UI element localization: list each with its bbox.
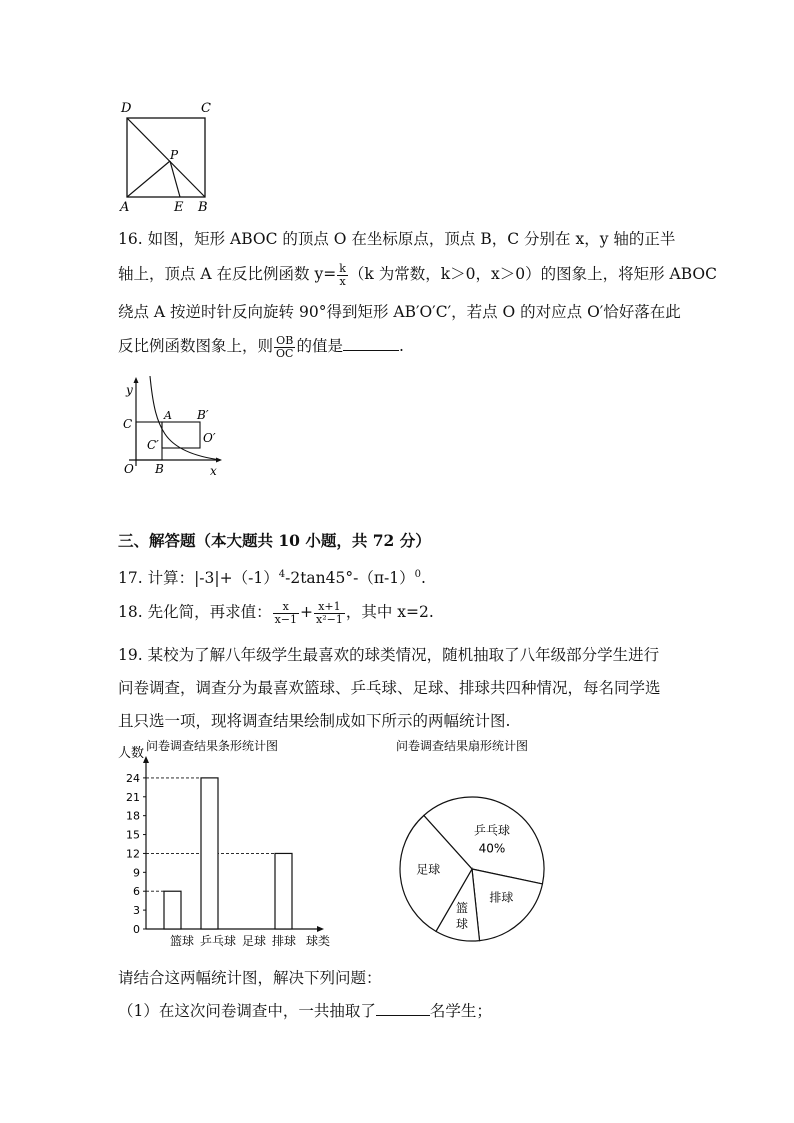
label-C: C — [201, 101, 211, 116]
q16-line3: 绕点 A 按逆时针反向旋转 90°得到矩形 AB′O′C′，若点 O 的对应点 O′恰好落在此 — [118, 303, 681, 321]
q16-line1: 16. 如图，矩形 ABOC 的顶点 O 在坐标原点，顶点 B，C 分别在 x，y 轴的正半 — [118, 230, 676, 248]
answer-blank-19-1[interactable] — [376, 1001, 430, 1016]
q17-exp-4: 4 — [278, 568, 286, 580]
pie-label-球: 球 — [456, 916, 469, 931]
q17 — [118, 566, 426, 588]
q18-f2-num: x+1 — [314, 601, 345, 614]
pie-label-乒乓球: 乒乓球 — [473, 823, 511, 838]
y-tick-label: 12 — [126, 847, 140, 861]
frac-oc: OC — [276, 346, 294, 360]
label-A: A — [120, 200, 130, 215]
sub1-pre: （1）在这次问卷调查中，一共抽取了 — [118, 1002, 376, 1020]
frac-ob: OB — [274, 335, 295, 348]
q16-line2-pre: 轴上，顶点 A 在反比例函数 y= — [118, 265, 337, 283]
q16-period: . — [398, 337, 404, 355]
bar-乒乓球 — [201, 778, 218, 929]
y-tick-label: 24 — [126, 771, 140, 785]
bar-x-arrow — [317, 926, 324, 932]
q16-line4 — [118, 334, 404, 360]
bar-排球 — [275, 853, 292, 929]
label-A: A — [164, 409, 172, 422]
label-C-prime: C′ — [147, 438, 159, 452]
fraction-k-over-x — [337, 263, 348, 288]
q17-pre: 17. 计算： — [118, 569, 195, 587]
q18-plus: + — [300, 603, 313, 621]
pie-chart-title: 问卷调查结果扇形统计图 — [396, 739, 529, 753]
q18-f2-den: x²−1 — [316, 612, 343, 626]
q18-pre: 18. 先化简，再求值： — [118, 603, 272, 621]
y-tick-label: 15 — [126, 828, 140, 842]
label-E: E — [174, 200, 184, 215]
label-C: C — [123, 417, 133, 431]
label-P: P — [170, 148, 179, 162]
hyperbola-curve — [150, 376, 221, 460]
label-B-prime: B′ — [197, 408, 209, 422]
category-label: 乒乓球 — [199, 934, 237, 948]
q18-f1-den: x−1 — [274, 612, 297, 626]
answer-blank-16[interactable] — [343, 336, 399, 351]
coordinate-figure — [115, 372, 225, 480]
prompt-line: 请结合这两幅统计图，解决下列问题： — [118, 969, 382, 987]
q18-fraction-2 — [314, 601, 345, 626]
pie-label-足球: 足球 — [416, 862, 441, 877]
bar-篮球 — [164, 891, 181, 929]
q18-fraction-1 — [273, 601, 299, 626]
q18-post: ，其中 x=2. — [345, 603, 434, 621]
bar-chart — [110, 733, 350, 953]
category-label: 足球 — [241, 934, 267, 948]
bar-chart-ylabel: 人数 — [118, 746, 145, 761]
square-figure — [115, 100, 225, 215]
y-tick-label: 0 — [133, 923, 140, 936]
q16-line2 — [118, 262, 717, 288]
label-O-prime: O′ — [203, 431, 216, 445]
frac-k-num: k — [339, 261, 346, 275]
y-tick-label: 18 — [126, 809, 140, 823]
label-B: B — [198, 200, 208, 215]
q17-expr: |-3|+（-1） — [194, 569, 279, 587]
pie-chart — [390, 733, 565, 943]
q18 — [118, 600, 434, 626]
label-B: B — [155, 462, 164, 476]
q19-line2: 问卷调查，调查分为最喜欢篮球、乒乓球、足球、排球共四种情况，每名同学选 — [118, 679, 661, 697]
fraction-OB-over-OC — [274, 335, 295, 360]
bar-chart-title: 问卷调查结果条形统计图 — [146, 739, 279, 753]
sub-question-1 — [118, 999, 492, 1021]
q19-line1: 19. 某校为了解八年级学生最喜欢的球类情况，随机抽取了八年级部分学生进行 — [118, 646, 660, 664]
label-y: y — [126, 383, 133, 397]
q16-line4-pre: 反比例函数图象上，则 — [118, 337, 274, 355]
bar-chart-xlabel: 球类 — [306, 934, 331, 948]
q18-f1-num: x — [273, 601, 299, 614]
q17-end: . — [421, 569, 426, 587]
q17-mid: -2tan45°-（π-1） — [285, 569, 415, 587]
pie-label-篮: 篮 — [456, 900, 469, 915]
label-D: D — [121, 101, 132, 116]
pie-annotation-乒乓球: 40% — [478, 841, 506, 856]
category-label: 排球 — [271, 934, 297, 948]
sub1-post: 名学生； — [429, 1002, 492, 1020]
label-O: O — [124, 462, 134, 476]
y-tick-label: 6 — [133, 885, 140, 899]
y-tick-label: 3 — [133, 904, 140, 918]
rectangle-AB'O'C' — [162, 422, 200, 448]
q19-line3: 且只选一项，现将调查结果绘制成如下所示的两幅统计图. — [118, 712, 511, 730]
segment-AP — [127, 161, 170, 197]
frac-k-den: x — [339, 274, 346, 288]
label-x: x — [210, 464, 217, 478]
q16-line4-post: 的值是 — [296, 337, 343, 355]
q16-line2-post: （k 为常数，k＞0，x＞0）的图象上，将矩形 ABOC — [348, 265, 717, 283]
y-tick-label: 21 — [126, 790, 140, 804]
q17-exp-0: 0 — [414, 568, 422, 580]
y-axis-arrow — [134, 377, 139, 383]
section-3-heading: 三、解答题（本大题共 10 小题，共 72 分） — [118, 531, 431, 550]
category-label: 篮球 — [169, 934, 195, 948]
diagonal-DB — [127, 118, 205, 197]
y-tick-label: 9 — [133, 866, 140, 880]
pie-label-排球: 排球 — [489, 890, 514, 905]
